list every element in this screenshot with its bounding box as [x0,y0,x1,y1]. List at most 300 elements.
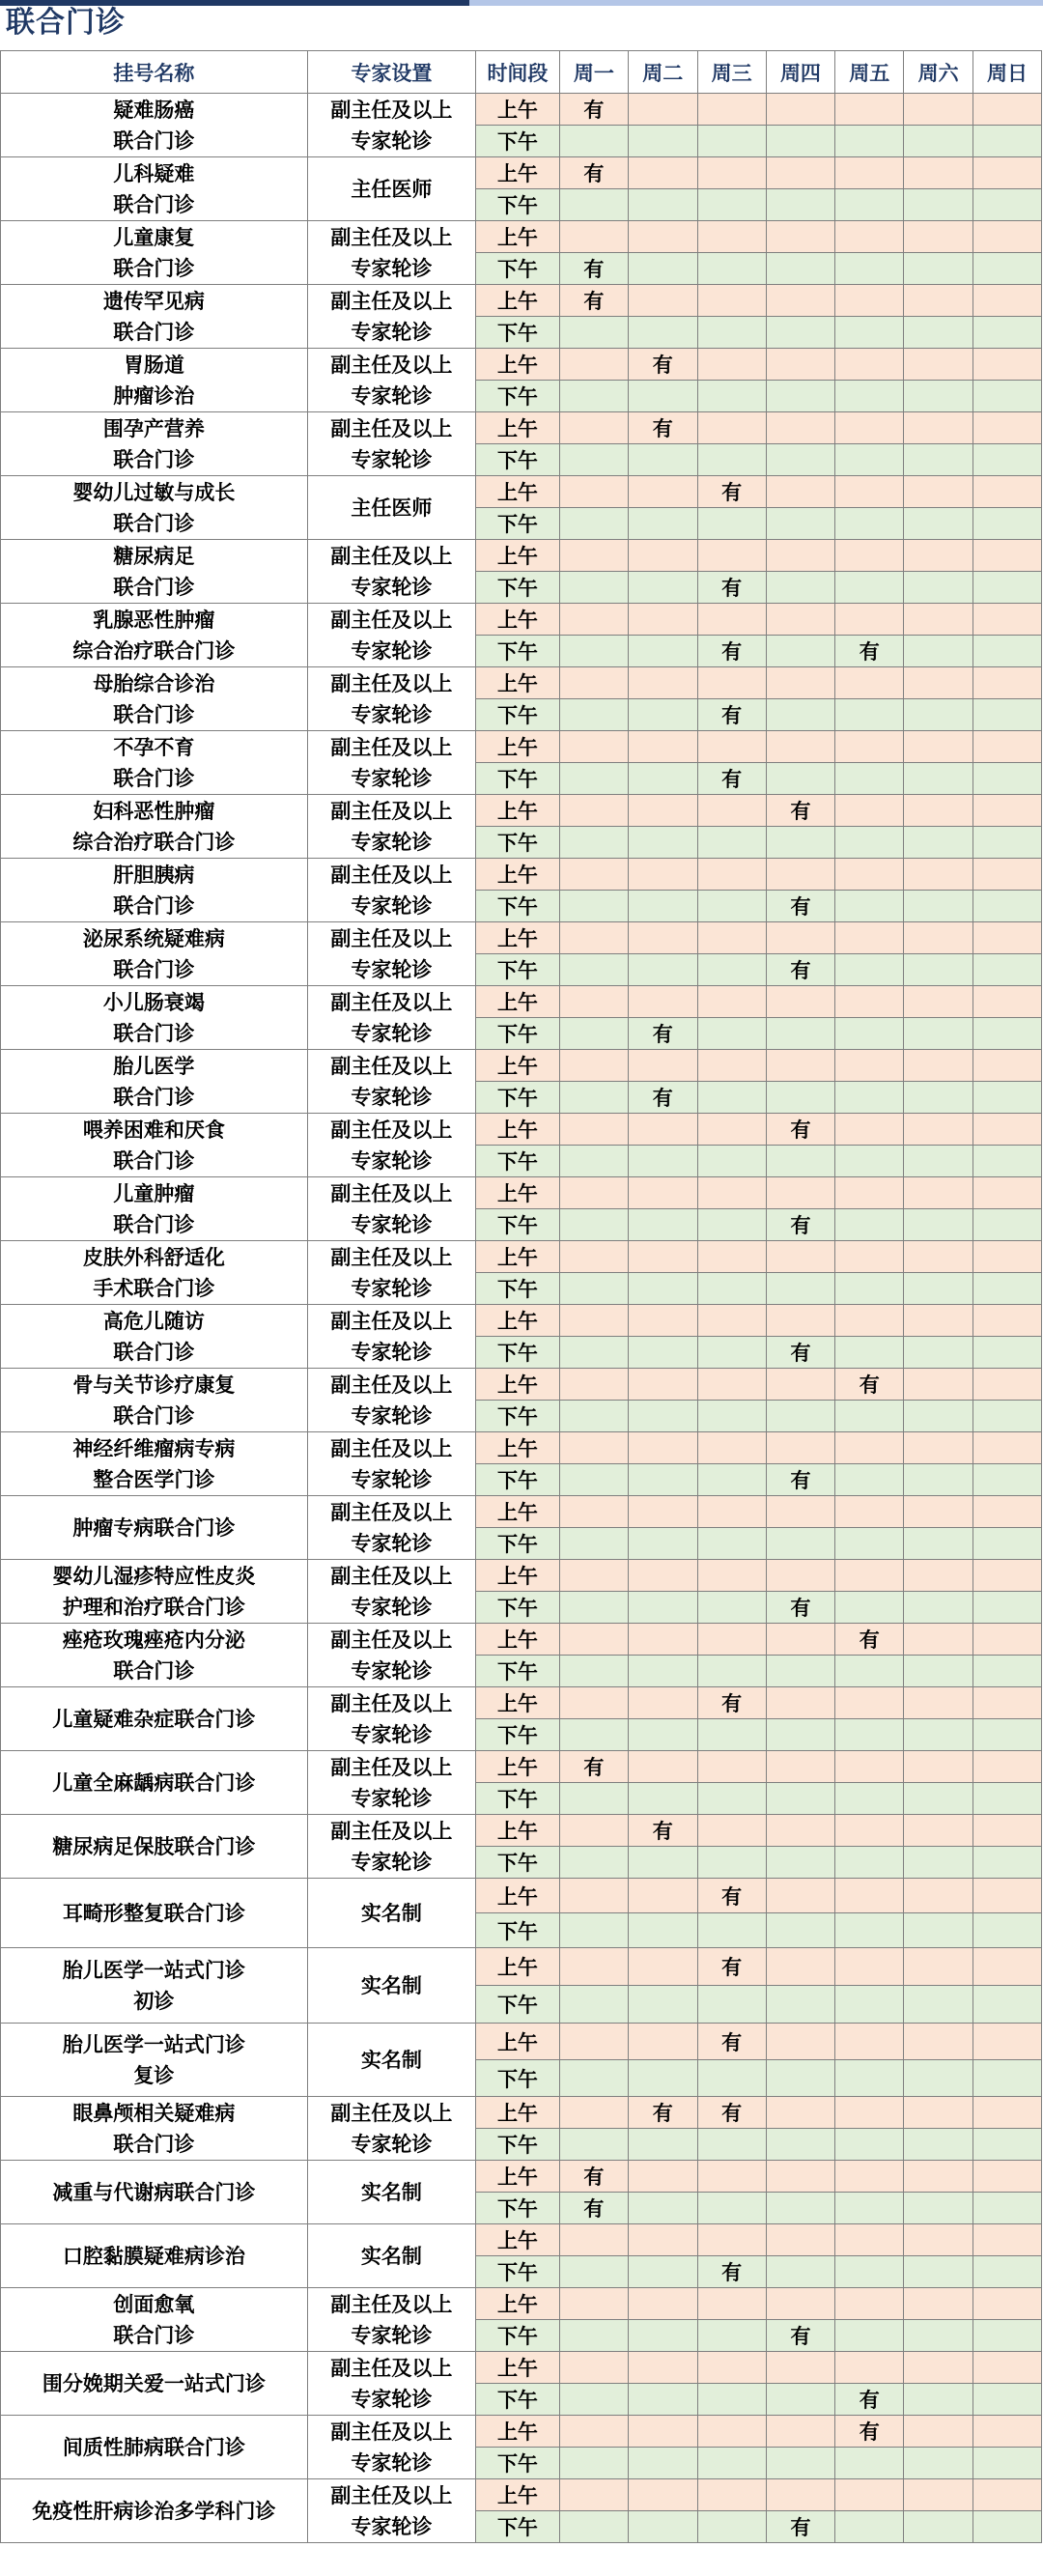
clinic-name-line: 高危儿随访 [102,1309,205,1333]
clinic-name-line: 减重与代谢病联合门诊 [52,2180,256,2204]
time-period: 下午 [475,1719,559,1751]
time-period: 下午 [475,2511,559,2543]
clinic-name-line: 整合医学门诊 [93,1467,215,1491]
availability-cell [766,2384,835,2416]
availability-cell [973,1656,1042,1687]
availability-cell [973,381,1042,412]
availability-cell [697,1847,766,1879]
availability-cell [697,604,766,636]
availability-cell [766,2288,835,2320]
time-period: 上午 [475,1177,559,1209]
availability-cell [628,1369,697,1401]
availability-cell [628,572,697,604]
availability-cell [973,1496,1042,1528]
availability-cell [973,2288,1042,2320]
clinic-name-line: 儿童肿瘤 [113,1181,195,1205]
expert-setting-line: 实名制 [360,1973,422,1997]
availability-cell [628,1687,697,1719]
availability-cell [973,221,1042,253]
schedule-row-am [1,1624,1042,1656]
time-period: 下午 [475,1986,559,2024]
availability-cell [973,2479,1042,2511]
availability-cell [559,349,628,381]
time-period: 上午 [475,1751,559,1783]
time-period: 上午 [475,2097,559,2129]
availability-cell [835,954,904,986]
availability-cell [973,699,1042,731]
availability-cell [559,2511,628,2543]
availability-cell [697,2224,766,2256]
availability-cell [835,1432,904,1464]
availability-cell [904,1464,973,1496]
availability-cell [973,126,1042,157]
availability-cell [766,349,835,381]
availability-cell [835,1241,904,1273]
availability-cell [835,731,904,763]
expert-setting-line: 专家轮诊 [351,1276,433,1300]
expert-setting-line: 主任医师 [351,177,433,201]
col-header-sat: 周六 [904,51,973,94]
expert-setting-line: 副主任及以上 [330,98,453,122]
clinic-name [1,1624,308,1687]
availability-cell [559,1879,628,1913]
availability-cell [973,1401,1042,1432]
clinic-name-line: 母胎综合诊治 [93,671,215,695]
clinic-name-line: 综合治疗联合门诊 [72,830,236,854]
availability-cell [766,1560,835,1592]
availability-cell [766,604,835,636]
availability-cell [835,2448,904,2479]
expert-setting [307,2161,475,2224]
availability-cell [628,1273,697,1305]
availability-cell [559,1464,628,1496]
availability-cell [904,891,973,922]
availability-cell [559,2479,628,2511]
availability-cell [973,1624,1042,1656]
availability-cell [559,381,628,412]
expert-setting [307,731,475,795]
availability-cell [697,349,766,381]
time-period: 上午 [475,2024,559,2060]
availability-cell [766,2193,835,2224]
expert-setting-line: 副主任及以上 [330,1309,453,1333]
expert-setting [307,1560,475,1624]
availability-cell [835,2479,904,2511]
time-period: 上午 [475,2288,559,2320]
time-period: 下午 [475,2384,559,2416]
availability-cell [628,1624,697,1656]
clinic-name [1,2097,308,2161]
schedule-row-am [1,1751,1042,1783]
availability-cell [697,827,766,859]
expert-setting-line: 副主任及以上 [330,926,453,950]
availability-cell: 有 [559,2193,628,2224]
time-period: 下午 [475,2448,559,2479]
availability-cell [904,1401,973,1432]
clinic-name-line: 婴幼儿湿疹特应性皮炎 [52,1564,256,1588]
availability-cell [628,1948,697,1986]
availability-cell [973,2511,1042,2543]
availability-cell [904,763,973,795]
availability-cell [697,891,766,922]
clinic-name-line: 围孕产营养 [102,416,205,440]
availability-cell [904,572,973,604]
availability-cell [559,986,628,1018]
availability-cell [835,1209,904,1241]
clinic-name-line: 联合门诊 [113,192,195,216]
availability-cell [559,1624,628,1656]
availability-cell: 有 [766,1464,835,1496]
availability-cell [766,986,835,1018]
clinic-name-line: 手术联合门诊 [93,1276,215,1300]
page-title: 联合门诊 [6,6,126,40]
availability-cell [697,412,766,444]
clinic-name-line: 不孕不育 [113,735,195,759]
expert-setting-line: 专家轮诊 [351,893,433,918]
availability-cell [628,1986,697,2024]
availability-cell [835,2352,904,2384]
expert-setting [307,604,475,667]
availability-cell [973,1018,1042,1050]
availability-cell [766,1624,835,1656]
time-period: 下午 [475,699,559,731]
clinic-name [1,1432,308,1496]
availability-cell [904,253,973,285]
availability-cell [904,954,973,986]
expert-setting-line: 副主任及以上 [330,1691,453,1715]
schedule-row-am [1,1241,1042,1273]
availability-cell [904,2193,973,2224]
expert-setting-line: 副主任及以上 [330,2101,453,2125]
availability-cell [628,1719,697,1751]
clinic-name-line: 创面愈氧 [113,2292,195,2316]
availability-cell [904,922,973,954]
col-header-thu: 周四 [766,51,835,94]
availability-cell: 有 [628,412,697,444]
availability-cell [766,1369,835,1401]
availability-cell [628,540,697,572]
time-period: 下午 [475,381,559,412]
availability-cell [628,2384,697,2416]
availability-cell [835,2320,904,2352]
availability-cell [766,540,835,572]
availability-cell [973,1879,1042,1913]
availability-cell [835,859,904,891]
availability-cell [697,1018,766,1050]
availability-cell [766,1656,835,1687]
availability-cell [904,2097,973,2129]
expert-setting-line: 副主任及以上 [330,1373,453,1397]
clinic-name-line: 喂养困难和厌食 [82,1118,225,1142]
availability-cell [835,1528,904,1560]
availability-cell [904,859,973,891]
schedule-row-am [1,1177,1042,1209]
schedule-row-am [1,2352,1042,2384]
availability-cell: 有 [697,699,766,731]
availability-cell [697,1464,766,1496]
time-period: 上午 [475,1560,559,1592]
schedule-row-am [1,731,1042,763]
availability-cell [973,1050,1042,1082]
clinic-name-line: 胎儿医学一站式门诊 [62,2032,245,2056]
availability-cell [628,381,697,412]
time-period: 上午 [475,94,559,126]
availability-cell [697,126,766,157]
clinic-name [1,1305,308,1369]
expert-setting-line: 专家轮诊 [351,1850,433,1874]
availability-cell [973,1177,1042,1209]
availability-cell [697,444,766,476]
schedule-row-am [1,157,1042,189]
expert-setting-line: 专家轮诊 [351,702,433,726]
availability-cell [835,827,904,859]
expert-setting-line: 副主任及以上 [330,2483,453,2507]
availability-cell [835,1273,904,1305]
clinic-name [1,1496,308,1560]
availability-cell [904,189,973,221]
availability-cell [559,1401,628,1432]
clinic-name-line: 联合门诊 [113,511,195,535]
clinic-name-line: 儿科疑难 [113,161,195,185]
availability-cell [835,2224,904,2256]
expert-setting-line: 副主任及以上 [330,225,453,249]
availability-cell [697,1432,766,1464]
availability-cell [835,94,904,126]
expert-setting [307,1114,475,1177]
availability-cell [697,1177,766,1209]
availability-cell [559,1273,628,1305]
availability-cell [559,2384,628,2416]
availability-cell [904,1018,973,1050]
availability-cell [559,508,628,540]
availability-cell [697,1401,766,1432]
availability-cell [559,189,628,221]
availability-cell: 有 [697,2097,766,2129]
availability-cell [973,2129,1042,2161]
availability-cell [904,2511,973,2543]
clinic-name-line: 儿童全麻龋病联合门诊 [52,1770,256,1795]
clinic-name-line: 联合门诊 [113,256,195,280]
availability-cell [973,1369,1042,1401]
availability-cell [697,1305,766,1337]
availability-cell [628,1146,697,1177]
clinic-name-line: 联合门诊 [113,893,195,918]
schedule-row-am [1,1114,1042,1146]
availability-cell [835,1986,904,2024]
availability-cell [559,540,628,572]
expert-setting [307,412,475,476]
availability-cell [766,126,835,157]
time-period: 下午 [475,508,559,540]
time-period: 上午 [475,731,559,763]
availability-cell [904,94,973,126]
time-period: 上午 [475,2416,559,2448]
availability-cell [697,1273,766,1305]
availability-cell [697,1815,766,1847]
availability-cell [628,126,697,157]
availability-cell [559,2024,628,2060]
clinic-name-line: 胎儿医学 [113,1054,195,1078]
availability-cell [697,157,766,189]
availability-cell [904,2256,973,2288]
clinic-name-line: 骨与关节诊疗康复 [72,1373,236,1397]
time-period: 下午 [475,2193,559,2224]
expert-setting [307,476,475,540]
availability-cell [973,1146,1042,1177]
availability-cell [904,2288,973,2320]
availability-cell: 有 [697,2256,766,2288]
availability-cell [559,126,628,157]
availability-cell [559,1018,628,1050]
time-period: 上午 [475,1815,559,1847]
availability-cell [835,891,904,922]
availability-cell [904,1369,973,1401]
time-period: 下午 [475,444,559,476]
availability-cell [835,476,904,508]
availability-cell [697,2320,766,2352]
expert-setting-line: 专家轮诊 [351,957,433,981]
availability-cell [766,731,835,763]
availability-cell [835,2511,904,2543]
availability-cell [559,1050,628,1082]
time-period: 下午 [475,1082,559,1114]
availability-cell [628,1464,697,1496]
clinic-name-line: 联合门诊 [113,1658,195,1683]
expert-setting-line: 专家轮诊 [351,766,433,790]
schedule-row-am [1,2161,1042,2193]
availability-cell [904,540,973,572]
expert-setting-line: 副主任及以上 [330,1628,453,1652]
availability-cell: 有 [559,157,628,189]
time-period: 上午 [475,1496,559,1528]
availability-cell [559,476,628,508]
availability-cell [904,1305,973,1337]
availability-cell [559,636,628,667]
schedule-row-am [1,221,1042,253]
expert-setting-line: 专家轮诊 [351,2450,433,2475]
availability-cell [697,1624,766,1656]
availability-cell [973,94,1042,126]
availability-cell [559,317,628,349]
time-period: 下午 [475,2320,559,2352]
schedule-row-am [1,1948,1042,1986]
time-period: 下午 [475,1847,559,1879]
expert-setting-line: 专家轮诊 [351,1531,433,1555]
availability-cell [973,1114,1042,1146]
availability-cell [766,763,835,795]
availability-cell [628,1879,697,1913]
clinic-name-line: 联合门诊 [113,128,195,153]
expert-setting [307,94,475,157]
availability-cell [559,827,628,859]
time-period: 上午 [475,922,559,954]
availability-cell [628,1592,697,1624]
expert-setting [307,2416,475,2479]
availability-cell [973,572,1042,604]
availability-cell [973,922,1042,954]
availability-cell [697,1986,766,2024]
availability-cell [766,412,835,444]
schedule-row-am [1,1687,1042,1719]
availability-cell [835,1687,904,1719]
availability-cell [697,1082,766,1114]
availability-cell [835,604,904,636]
availability-cell [766,189,835,221]
time-period: 下午 [475,2129,559,2161]
availability-cell [904,1719,973,1751]
availability-cell [559,699,628,731]
expert-setting [307,795,475,859]
expert-setting-line: 实名制 [360,2244,422,2268]
availability-cell [973,2024,1042,2060]
time-period: 上午 [475,1624,559,1656]
availability-cell [628,1560,697,1592]
availability-cell [973,636,1042,667]
availability-cell [835,157,904,189]
availability-cell [904,1913,973,1948]
clinic-name [1,1560,308,1624]
availability-cell [904,412,973,444]
expert-setting-line: 副主任及以上 [330,735,453,759]
availability-cell [628,2320,697,2352]
time-period: 下午 [475,1528,559,1560]
availability-cell [559,1082,628,1114]
availability-cell [904,636,973,667]
availability-cell [628,827,697,859]
availability-cell [973,1913,1042,1948]
availability-cell [628,699,697,731]
expert-setting [307,349,475,412]
availability-cell [628,1241,697,1273]
expert-setting-line: 副主任及以上 [330,1245,453,1269]
availability-cell [766,1879,835,1913]
availability-cell [904,1273,973,1305]
availability-cell [766,1177,835,1209]
availability-cell [904,1624,973,1656]
time-period: 上午 [475,667,559,699]
expert-setting-line: 专家轮诊 [351,1148,433,1173]
expert-setting-line: 专家轮诊 [351,2132,433,2156]
availability-cell [766,1401,835,1432]
availability-cell [973,2060,1042,2097]
expert-setting-line: 副主任及以上 [330,1436,453,1460]
clinic-name [1,2161,308,2224]
availability-cell [973,476,1042,508]
expert-setting-line: 副主任及以上 [330,544,453,568]
availability-cell [766,1082,835,1114]
availability-cell [697,221,766,253]
availability-cell [559,1948,628,1986]
schedule-row-am [1,349,1042,381]
availability-cell [904,1986,973,2024]
time-period: 上午 [475,1432,559,1464]
availability-cell: 有 [697,572,766,604]
availability-cell [835,1815,904,1847]
availability-cell [766,2479,835,2511]
availability-cell [835,1146,904,1177]
availability-cell [835,349,904,381]
time-period: 下午 [475,1656,559,1687]
clinic-name-line: 胃肠道 [123,353,184,377]
expert-setting-line: 主任医师 [351,495,433,520]
page-header [0,0,1043,50]
availability-cell [697,1560,766,1592]
availability-cell [904,1050,973,1082]
availability-cell: 有 [697,636,766,667]
expert-setting-line: 实名制 [360,1901,422,1925]
time-period: 上午 [475,986,559,1018]
availability-cell [904,381,973,412]
